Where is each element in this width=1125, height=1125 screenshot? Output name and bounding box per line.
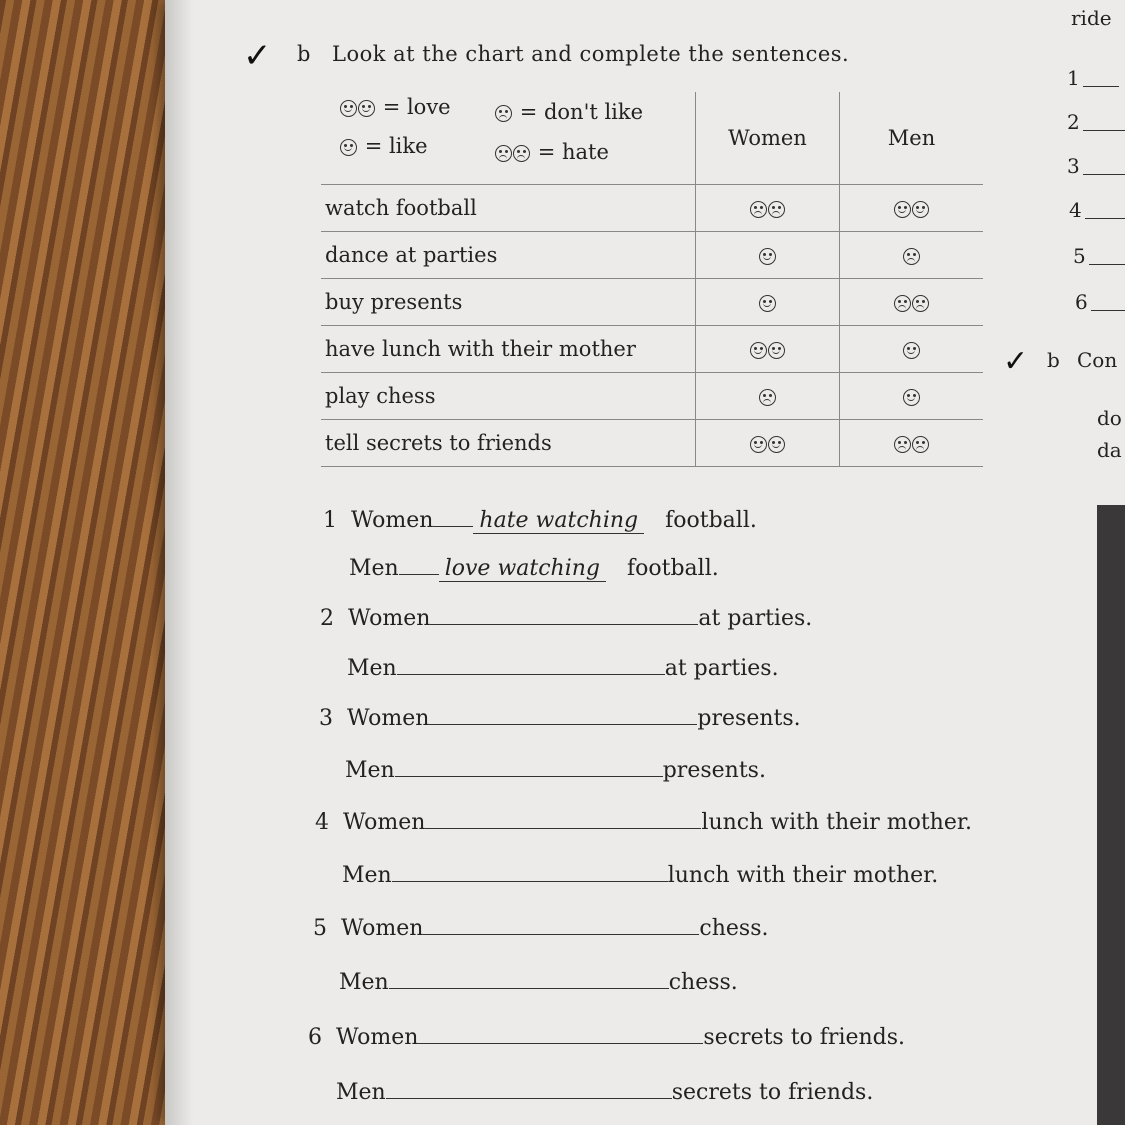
smiley-icon [750, 342, 767, 359]
sentence-men [345, 758, 766, 783]
rating-cell [696, 373, 840, 420]
sentence-women [313, 916, 769, 941]
activity-label: watch football [321, 185, 696, 232]
sentence-women [308, 1025, 905, 1050]
subject: Men [336, 1080, 386, 1105]
side-blank[interactable] [1083, 174, 1125, 175]
rating-cell [840, 185, 984, 232]
sentence-end: at parties. [698, 606, 813, 631]
smiley-icon [903, 342, 920, 359]
side-blank[interactable] [1085, 218, 1125, 219]
sad-face-icon [912, 436, 929, 453]
sentence-end: presents. [662, 758, 766, 783]
side-number: 6 [1075, 290, 1088, 314]
sad-face-icon [894, 295, 911, 312]
answer-field[interactable] [392, 880, 668, 882]
sentence-men [342, 863, 938, 888]
sentence-end: football. [665, 508, 757, 533]
smiley-icon [759, 295, 776, 312]
legend-like-label: = like [364, 134, 428, 158]
sad-face-icon [903, 248, 920, 265]
rating-cell [840, 420, 984, 467]
sentence-women [319, 706, 801, 731]
exercise-letter: b [297, 42, 311, 66]
rating-cell [840, 279, 984, 326]
sentence-end: chess. [668, 970, 738, 995]
rating-cell [840, 326, 984, 373]
subject: Women [348, 606, 431, 631]
sad-face-icon [894, 436, 911, 453]
sentence-men [349, 556, 719, 582]
sentence-women [315, 810, 972, 835]
sentence-end: lunch with their mother. [667, 863, 939, 888]
rating-cell [696, 279, 840, 326]
subject: Men [339, 970, 389, 995]
activity-label: dance at parties [321, 232, 696, 279]
side-section-letter: b [1047, 348, 1060, 372]
legend-love-label: = love [382, 95, 451, 119]
page-gutter [165, 0, 193, 1125]
smiley-icon [750, 436, 767, 453]
side-section-word: Con [1077, 348, 1118, 372]
side-number: 4 [1069, 198, 1082, 222]
answer-field[interactable] [425, 827, 701, 829]
activity-label: buy presents [321, 279, 696, 326]
subject: Women [343, 810, 426, 835]
sentence-number: 5 [313, 916, 327, 941]
rating-cell [696, 185, 840, 232]
chart-row [321, 373, 983, 420]
chart-row [321, 232, 983, 279]
checkmark-icon: ✓ [1003, 344, 1029, 379]
rating-cell [840, 232, 984, 279]
sentence-men [336, 1080, 873, 1105]
rating-cell [840, 373, 984, 420]
sentence-number: 2 [320, 606, 334, 631]
answer-field[interactable] [418, 1042, 703, 1044]
sentence-end: at parties. [664, 656, 779, 681]
subject: Men [342, 863, 392, 888]
activity-label: tell secrets to friends [321, 420, 696, 467]
answer-field[interactable]: hate watching [473, 508, 644, 534]
answer-field[interactable]: love watching [439, 556, 606, 582]
chart-row [321, 420, 983, 467]
sentence-end: chess. [699, 916, 769, 941]
side-blank[interactable] [1089, 264, 1125, 265]
sentence-number: 4 [315, 810, 329, 835]
smiley-icon [759, 248, 776, 265]
chart-header-row [321, 92, 983, 185]
answer-field[interactable] [386, 1097, 672, 1099]
sentence-number: 3 [319, 706, 333, 731]
sad-face-icon [759, 389, 776, 406]
sentence-men [339, 970, 738, 995]
legend-hate-label: = hate [537, 140, 609, 164]
sentence-end: football. [627, 556, 719, 581]
chart-row [321, 279, 983, 326]
sentence-end: lunch with their mother. [701, 810, 972, 835]
sentence-number: 1 [323, 508, 337, 533]
side-top-word: ride [1071, 6, 1112, 30]
side-word: da [1097, 438, 1122, 462]
column-men: Men [840, 92, 984, 185]
sentence-number: 6 [308, 1025, 322, 1050]
activity-label: play chess [321, 373, 696, 420]
rating-cell [696, 326, 840, 373]
subject: Men [345, 758, 395, 783]
subject: Men [347, 656, 397, 681]
dark-table-panel [1097, 505, 1125, 1125]
rating-cell [696, 232, 840, 279]
answer-field[interactable] [423, 933, 699, 935]
answer-field[interactable] [389, 987, 669, 989]
legend-dont-like-label: = don't like [519, 100, 644, 124]
sentence-women [320, 606, 812, 631]
sad-face-icon [750, 201, 767, 218]
checkmark-icon: ✓ [243, 36, 272, 76]
sentence-women [323, 508, 757, 534]
answer-field[interactable] [430, 623, 698, 625]
workbook-page [165, 0, 1125, 1125]
column-women: Women [696, 92, 840, 185]
side-blank[interactable] [1083, 86, 1119, 87]
subject: Women [336, 1025, 419, 1050]
smiley-icon [768, 436, 785, 453]
smiley-icon [903, 389, 920, 406]
smiley-icon [912, 201, 929, 218]
side-number: 3 [1067, 154, 1080, 178]
subject: Women [341, 916, 424, 941]
sentence-end: secrets to friends. [671, 1080, 874, 1105]
side-number: 5 [1073, 244, 1086, 268]
activity-label: have lunch with their mother [321, 326, 696, 373]
side-number: 1 [1067, 66, 1080, 90]
side-blank[interactable] [1091, 310, 1125, 311]
subject: Men [349, 556, 399, 581]
sentence-end: presents. [697, 706, 801, 731]
sentence-end: secrets to friends. [703, 1025, 906, 1050]
sentence-men [347, 656, 779, 681]
chart-row [321, 185, 983, 232]
smiley-icon [768, 342, 785, 359]
smiley-icon [894, 201, 911, 218]
subject: Women [351, 508, 434, 533]
answer-field[interactable] [429, 723, 697, 725]
side-word: do [1097, 406, 1122, 430]
answer-field[interactable] [395, 775, 663, 777]
side-number: 2 [1067, 110, 1080, 134]
exercise-instruction: Look at the chart and complete the sentences. [332, 42, 850, 66]
sad-face-icon [912, 295, 929, 312]
rating-cell [696, 420, 840, 467]
answer-field[interactable] [397, 673, 665, 675]
chart-row [321, 326, 983, 373]
subject: Women [347, 706, 430, 731]
sad-face-icon [768, 201, 785, 218]
preference-chart [321, 92, 983, 467]
side-blank[interactable] [1083, 130, 1125, 131]
